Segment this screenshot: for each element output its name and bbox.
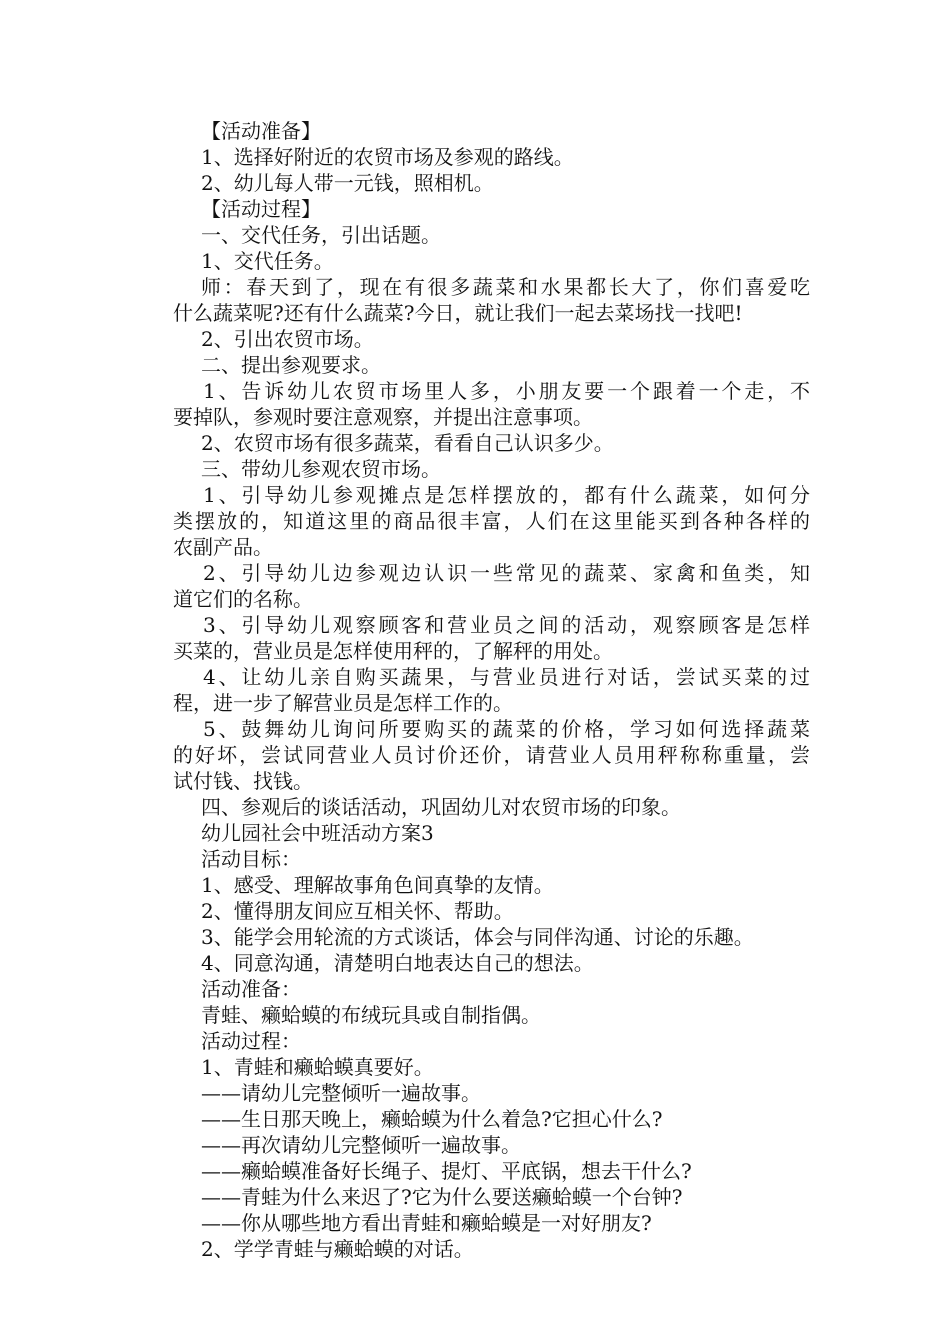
text-line: 1、告诉幼儿农贸市场里人多，小朋友要一个跟着一个走，不: [203, 379, 810, 403]
text-line: 1、交代任务。: [201, 249, 334, 273]
text-line: 活动准备：: [201, 977, 301, 1001]
text-line: 3、能学会用轮流的方式谈话，体会与同伴沟通、讨论的乐趣。: [201, 925, 754, 949]
text-line: 2、引出农贸市场。: [201, 327, 374, 351]
text-line: 四、参观后的谈话活动，巩固幼儿对农贸市场的印象。: [201, 795, 681, 819]
text-line: 1、感受、理解故事角色间真挚的友情。: [201, 873, 554, 897]
text-line: 【活动准备】: [201, 119, 321, 143]
text-line: 幼儿园社会中班活动方案3: [201, 821, 434, 845]
text-line: 3、引导幼儿观察顾客和营业员之间的活动，观察顾客是怎样: [203, 613, 810, 637]
text-line: 2、农贸市场有很多蔬菜，看看自己认识多少。: [201, 431, 614, 455]
text-line: 什么蔬菜呢?还有什么蔬菜?今日，就让我们一起去菜场找一找吧!: [173, 301, 743, 325]
text-line: 2、懂得朋友间应互相关怀、帮助。: [201, 899, 514, 923]
text-line: ——青蛙为什么来迟了?它为什么要送癞蛤蟆一个台钟?: [201, 1185, 683, 1209]
text-line: 农副产品。: [173, 535, 273, 559]
text-line: 【活动过程】: [201, 197, 321, 221]
text-line: 1、选择好附近的农贸市场及参观的路线。: [201, 145, 574, 169]
text-line: ——生日那天晚上，癞蛤蟆为什么着急?它担心什么?: [201, 1107, 663, 1131]
text-line: 2、引导幼儿边参观边认识一些常见的蔬菜、家禽和鱼类，知: [203, 561, 810, 585]
text-line: 4、同意沟通，清楚明白地表达自己的想法。: [201, 951, 594, 975]
text-line: ——你从哪些地方看出青蛙和癞蛤蟆是一对好朋友?: [201, 1211, 652, 1235]
text-line: 4、让幼儿亲自购买蔬果，与营业员进行对话，尝试买菜的过: [203, 665, 810, 689]
text-line: 程，进一步了解营业员是怎样工作的。: [173, 691, 513, 715]
text-line: 买菜的，营业员是怎样使用秤的，了解秤的用处。: [173, 639, 613, 663]
text-line: 类摆放的，知道这里的商品很丰富，人们在这里能买到各种各样的: [173, 509, 810, 533]
text-line: 2、学学青蛙与癞蛤蟆的对话。: [201, 1237, 474, 1261]
text-line: 一、交代任务，引出话题。: [201, 223, 441, 247]
text-line: 试付钱、找钱。: [173, 769, 313, 793]
text-line: 二、提出参观要求。: [201, 353, 381, 377]
text-line: ——再次请幼儿完整倾听一遍故事。: [201, 1133, 521, 1157]
text-line: 2、幼儿每人带一元钱，照相机。: [201, 171, 494, 195]
document-body: [173, 118, 810, 1262]
text-line: 活动过程：: [201, 1029, 301, 1053]
text-line: 三、带幼儿参观农贸市场。: [201, 457, 441, 481]
text-line: 5、鼓舞幼儿询问所要购买的蔬菜的价格，学习如何选择蔬菜: [203, 717, 810, 741]
text-line: 的好坏，尝试同营业人员讨价还价，请营业人员用秤称称重量，尝: [173, 743, 810, 767]
text-line: 活动目标：: [201, 847, 301, 871]
text-line: 1、青蛙和癞蛤蟆真要好。: [201, 1055, 434, 1079]
text-line: 道它们的名称。: [173, 587, 313, 611]
text-line: ——请幼儿完整倾听一遍故事。: [201, 1081, 481, 1105]
text-line: ——癞蛤蟆准备好长绳子、提灯、平底锅，想去干什么?: [201, 1159, 692, 1183]
text-line: 1、引导幼儿参观摊点是怎样摆放的，都有什么蔬菜，如何分: [203, 483, 810, 507]
text-line: 青蛙、癞蛤蟆的布绒玩具或自制指偶。: [201, 1003, 541, 1027]
text-line: 要掉队，参观时要注意观察，并提出注意事项。: [173, 405, 593, 429]
text-line: 师：春天到了，现在有很多蔬菜和水果都长大了，你们喜爱吃: [201, 275, 810, 299]
